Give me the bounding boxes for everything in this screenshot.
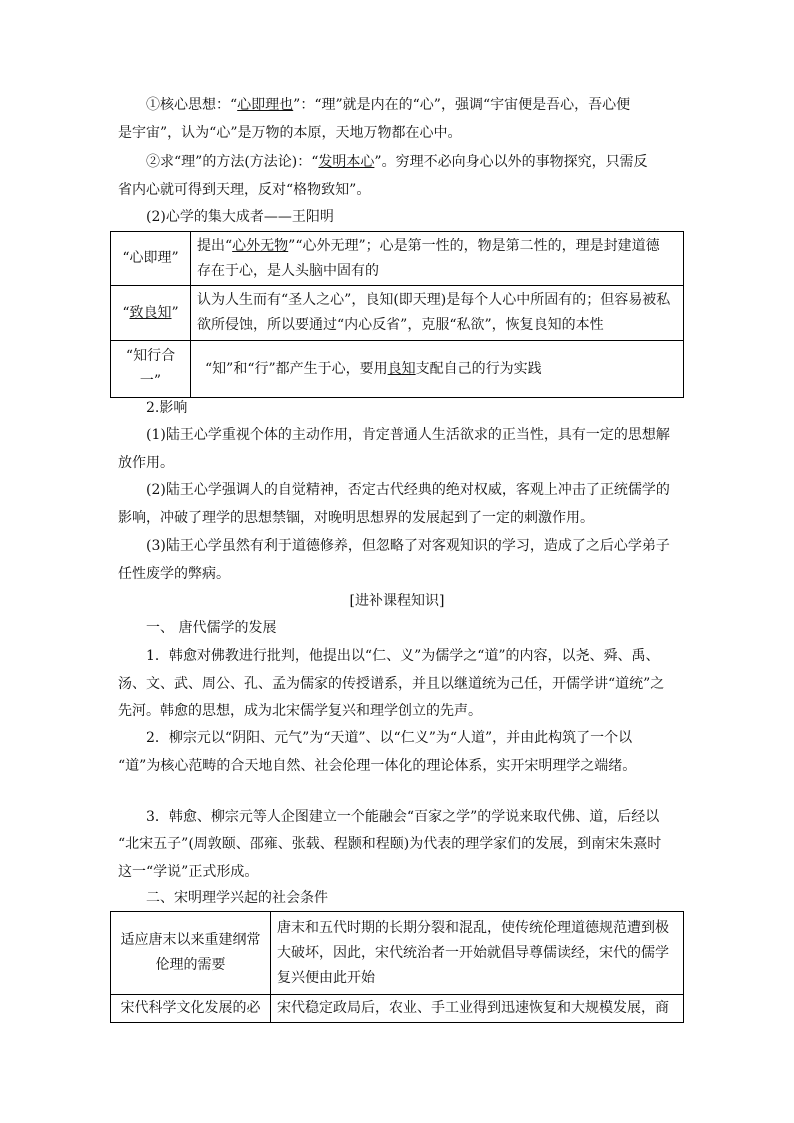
- table-row: [111, 912, 684, 995]
- key-term: 心即理也: [237, 97, 294, 113]
- key-term: 良知: [387, 360, 416, 377]
- section-heading: 二、宋明理学兴起的社会条件: [146, 890, 328, 906]
- section-heading: 一、 唐代儒学的发展: [146, 620, 277, 636]
- method-line1: [146, 148, 648, 177]
- table-row: [111, 232, 684, 286]
- text: 复兴便由此开始: [277, 969, 375, 986]
- text: 存在于心，是人头脑中固有的: [197, 262, 379, 279]
- text: ”：“理”就是内在的“心”，强调“宇宙便是吾心，吾心便: [293, 97, 631, 113]
- text: 欲所侵蚀，所以要通过“内心反省”，克服“私欲”，恢复良知的本性: [197, 317, 604, 333]
- table-row: [111, 995, 684, 1023]
- text: ”“心外无理”；心是第一性的，物是第二性的，理是封建道德: [288, 237, 660, 254]
- row-content: [191, 286, 684, 341]
- wang-table: [110, 231, 684, 398]
- text: 适应唐末以来重建纲常: [120, 932, 261, 948]
- influence-item: 影响，冲破了理学的思想禁锢，对晚明思想界的发展起到了一定的刺激作用。: [118, 510, 594, 526]
- influence-item: (1)陆王心学重视个体的主动作用，肯定普通人生活欲求的正当性，具有一定的思想解: [146, 427, 670, 443]
- paragraph-line: 3．韩愈、柳宗元等人企图建立一个能融会“百家之学”的学说来取代佛、道，后经以: [146, 809, 660, 825]
- text: ①核心思想：“: [146, 97, 238, 113]
- text: 提出“: [197, 237, 233, 254]
- row-label: “心即理”: [111, 232, 191, 286]
- row-label: [111, 286, 191, 341]
- text: 伦理的需要: [155, 957, 226, 973]
- influence-heading: 2.影响: [146, 400, 188, 416]
- text: “知”和“行”都产生于心，要用: [205, 360, 388, 377]
- paragraph-line: 汤、文、武、周公、孔、孟为儒家的传授谱系，并且以继道统为己任，开儒学讲“道统”之: [118, 676, 665, 692]
- table-row: [111, 341, 684, 398]
- text: “: [122, 304, 130, 321]
- paragraph-line: “道”为核心范畴的合天地自然、社会伦理一体化的理论体系，实开宋明理学之端绪。: [118, 758, 637, 774]
- row-label: [111, 912, 271, 995]
- text: ②求“理”的方法(方法论)：“: [146, 154, 319, 170]
- table-row: [111, 286, 684, 341]
- text: ”。穷理不必向身心以外的事物探究，只需反: [374, 154, 648, 170]
- text: 支配自己的行为实践: [415, 360, 542, 377]
- paragraph-line: “北宋五子”(周敦颐、邵雍、张载、程颢和程颐)为代表的理学家们的发展，到南宋朱熹时: [118, 836, 662, 852]
- conditions-table: [110, 911, 684, 1023]
- paragraph-line: 1．韩愈对佛教进行批判，他提出以“仁、义”为儒学之“道”的内容，以尧、舜、禹、: [146, 648, 660, 664]
- key-term: 致良知: [129, 304, 172, 321]
- row-content: 宋代稳定政局后，农业、手工业得到迅速恢复和大规模发展，商: [271, 995, 684, 1023]
- supplement-title: [进补课程知识]: [349, 593, 445, 609]
- core-thought-line1: [146, 91, 630, 120]
- influence-item: 任性废学的弊病。: [118, 566, 230, 582]
- method-line2: 省内心就可得到天理，反对“格物致知”。: [118, 182, 371, 198]
- row-label: 宋代科学文化发展的必: [111, 995, 271, 1023]
- core-thought-line2: 是宇宙”，认为“心”是万物的本原，天地万物都在心中。: [118, 125, 462, 141]
- text: 认为人生而有“圣人之心”，良知(即天理)是每个人心中所固有的；但容易被私: [197, 292, 671, 308]
- influence-item: (3)陆王心学虽然有利于道德修养，但忽略了对客观知识的学习，造成了之后心学弟子: [146, 538, 670, 554]
- row-label: [111, 341, 191, 398]
- wang-heading: (2)心学的集大成者——王阳明: [146, 209, 334, 225]
- key-term: 心外无物: [232, 237, 289, 254]
- text: ”: [171, 304, 179, 321]
- key-term: 发明本心: [318, 154, 375, 170]
- influence-item: 放作用。: [118, 455, 174, 471]
- text: 一”: [139, 373, 162, 389]
- text: 大破坏，因此，宋代统治者一开始就倡导尊儒读经，宋代的儒学: [277, 944, 669, 961]
- row-content: [191, 341, 684, 398]
- paragraph-line: 先河。韩愈的思想，成为北宋儒学复兴和理学创立的先声。: [118, 703, 482, 719]
- text: 唐末和五代时期的长期分裂和混乱，使传统伦理道德规范遭到极: [277, 919, 669, 936]
- text: “知行合: [125, 348, 176, 364]
- paragraph-line: 这一“学说”正式形成。: [118, 864, 259, 880]
- row-content: [271, 912, 684, 995]
- row-content: [191, 232, 684, 286]
- influence-item: (2)陆王心学强调人的自觉精神，否定古代经典的绝对权威，客观上冲击了正统儒学的: [146, 482, 670, 498]
- paragraph-line: 2．柳宗元以“阴阳、元气”为“天道”、以“仁义”为“人道”，并由此构筑了一个以: [146, 730, 633, 746]
